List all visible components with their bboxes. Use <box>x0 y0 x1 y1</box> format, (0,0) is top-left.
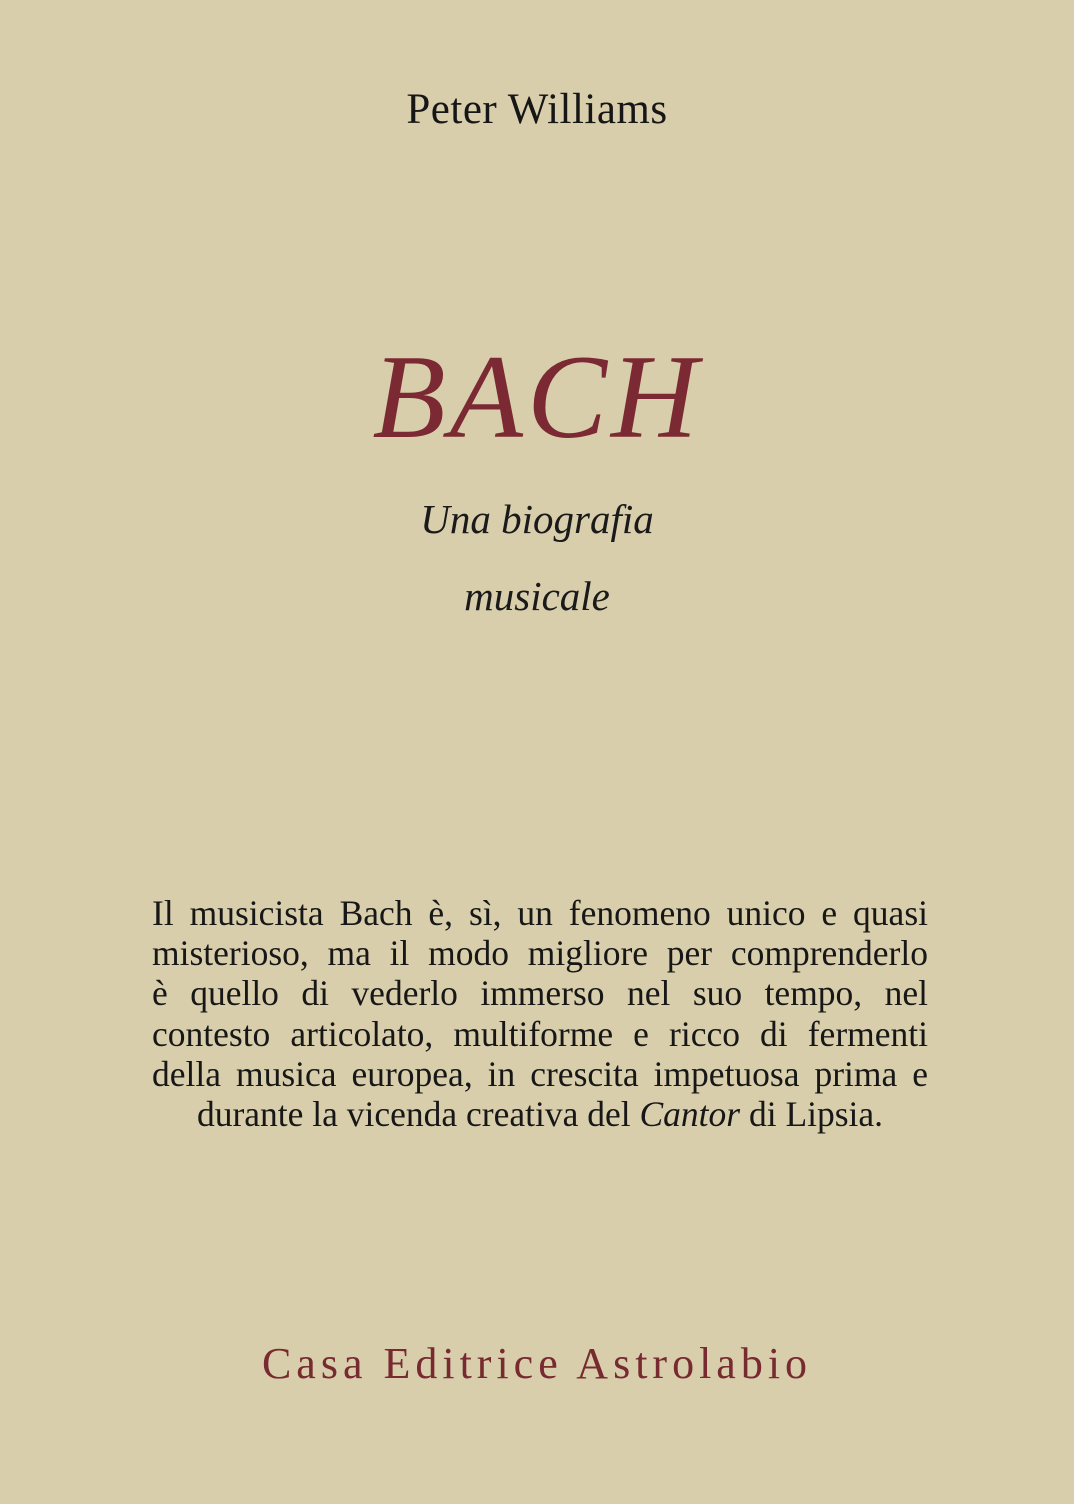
blurb-text: di Lipsia. <box>740 1094 884 1135</box>
blurb-line: contesto articolato, multiforme e ricco di fermenti <box>152 1013 928 1054</box>
blurb-line: della musica europea, in crescita impetuosa prima e <box>152 1053 928 1094</box>
book-title: BACH <box>372 330 702 463</box>
publisher-name: Casa Editrice Astrolabio <box>261 1339 813 1388</box>
blurb-line: Il musicista Bach è, sì, un fenomeno unico e quasi <box>152 893 928 933</box>
blurb-text: durante la vicenda creativa del <box>196 1094 640 1135</box>
subtitle-line-2: musicale <box>464 573 610 619</box>
subtitle-line-1: Una biografia <box>420 496 654 542</box>
blurb-italic-cantor: Cantor <box>639 1094 741 1135</box>
blurb-line: misterioso, ma il modo migliore per comprenderlo <box>152 933 928 974</box>
back-blurb <box>152 893 928 1134</box>
blurb-line: è quello di vederlo immerso nel suo tempo, nel <box>152 973 928 1014</box>
author-name: Peter Williams <box>406 86 668 133</box>
blurb-line-last <box>152 1094 928 1134</box>
